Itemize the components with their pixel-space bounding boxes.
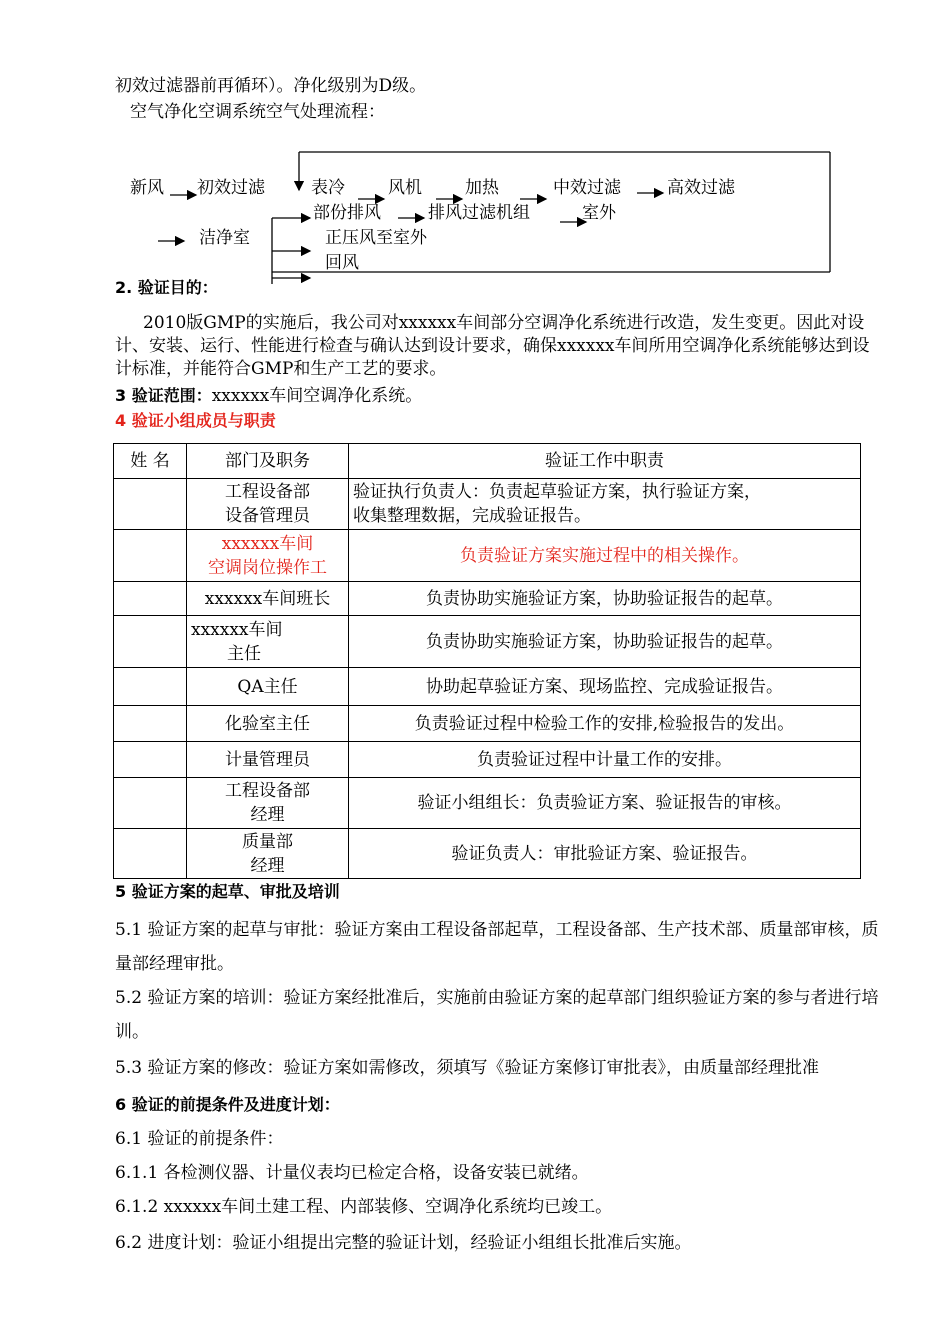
section6-p1: 6.1 验证的前提条件： [115,1129,284,1149]
table-row: 质量部 经理 验证负责人：审批验证方案、验证报告。 [114,829,861,879]
intro-line: 初效过滤器前再循环）。净化级别为D级。 [115,76,427,96]
node-clean-room: 洁净室 [199,228,250,248]
table-row: 计量管理员 负责验证过程中计量工作的安排。 [114,742,861,778]
section6-p3: 6.1.2 xxxxxx车间土建工程、内部装修、空调净化系统均已竣工。 [115,1197,613,1217]
section2-heading: 2. 验证目的： [115,278,218,297]
section6-heading: 6 验证的前提条件及进度计划： [115,1095,340,1114]
node-heating: 加热 [465,178,499,198]
section3-line [115,385,422,407]
section3-body: xxxxxx车间空调净化系统。 [211,386,423,406]
section5-heading: 5 验证方案的起草、审批及培训 [115,882,340,901]
section5-p1: 5.1 验证方案的起草与审批：验证方案由工程设备部起草，工程设备部、生产技术部、质量部审核，质量部经理审批。 [115,920,879,974]
section6-p4: 6.2 进度计划：验证小组提出完整的验证计划，经验证小组组长批准后实施。 [115,1233,692,1253]
node-fan: 风机 [388,178,422,198]
section5-p3: 5.3 验证方案的修改：验证方案如需修改，须填写《验证方案修订审批表》，由质量部经理批准 [115,1058,819,1078]
node-fresh-air: 新风 [130,178,164,198]
clean-room-branches [272,218,310,284]
node-outdoor: 室外 [582,203,616,223]
flow-heading: 空气净化空调系统空气处理流程： [130,102,385,122]
node-return-air: 回风 [325,253,359,273]
node-partial-exhaust: 部份排风 [313,203,381,223]
node-exhaust-filter-unit: 排风过滤机组 [428,203,530,223]
section5-p2: 5.2 验证方案的培训：验证方案经批准后，实施前由验证方案的起草部门组织验证方案的参与者进行培训。 [115,988,879,1042]
node-positive-pressure: 正压风至室外 [325,228,427,248]
members-table [113,443,861,879]
section3-heading: 3 验证范围： [115,386,212,405]
header-dept: 部门及职务 [187,444,349,479]
table-row: 工程设备部 设备管理员 验证执行负责人：负责起草验证方案，执行验证方案， 收集整理数据，完成验证报告。 [114,479,861,530]
node-medium-filter: 中效过滤 [553,178,621,198]
header-name: 姓 名 [114,444,187,479]
table-row: xxxxxx车间 空调岗位操作工 负责验证方案实施过程中的相关操作。 [114,530,861,582]
section6-p2: 6.1.1 各检测仪器、计量仪表均已检定合格，设备安装已就绪。 [115,1163,589,1183]
node-primary-filter: 初效过滤 [197,178,265,198]
table-header-row [114,444,861,479]
table-row: 工程设备部 经理 验证小组组长：负责验证方案、验证报告的审核。 [114,778,861,829]
node-hepa-filter: 高效过滤 [667,178,735,198]
air-handling-flow-diagram [0,0,950,300]
table-row: QA主任 协助起草验证方案、现场监控、完成验证报告。 [114,668,861,706]
table-row: xxxxxx车间 主任 负责协助实施验证方案，协助验证报告的起草。 [114,616,861,668]
section2-body: 2010版GMP的实施后，我公司对xxxxxx车间部分空调净化系统进行改造，发生变更。因此对设计、安装、运行、性能进行检查与确认达到设计要求，确保xxxxxx车间所用空调净化系统能够达到设计标准，并能符合GMP和生产工艺的要求。 [115,313,870,379]
table-row: 化验室主任 负责验证过程中检验工作的安排,检验报告的发出。 [114,706,861,742]
table-row: xxxxxx车间班长 负责协助实施验证方案，协助验证报告的起草。 [114,582,861,616]
header-duty: 验证工作中职责 [349,444,861,479]
node-surface-cooling: 表冷 [311,178,345,198]
section4-heading: 4 验证小组成员与职责 [115,411,276,430]
